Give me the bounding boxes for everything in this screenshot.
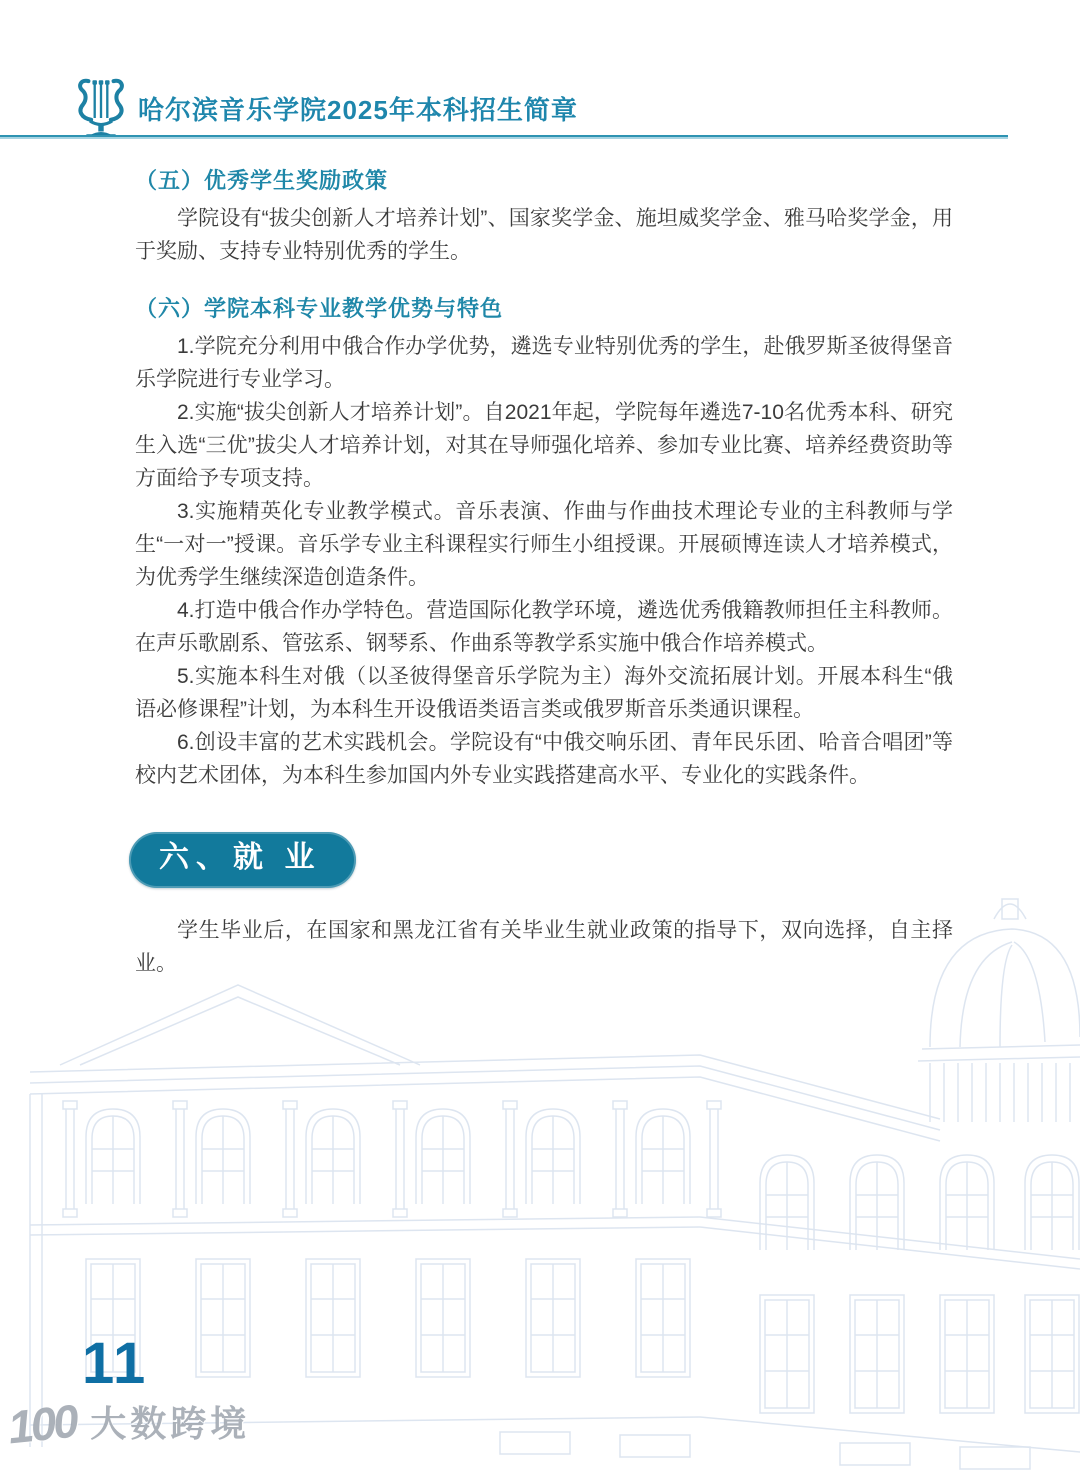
section-6-heading: （六）学院本科专业教学优势与特色: [135, 296, 504, 321]
header-divider: [0, 135, 1008, 139]
watermark-label: 大数跨境: [90, 1403, 251, 1444]
page-title: 哈尔滨音乐学院2025年本科招生简章: [138, 95, 578, 125]
section-5-body: 学院设有“拔尖创新人才培养计划”、国家奖学金、施坦威奖学金、雅马哈奖学金，用于奖励、支持专业特别优秀的学生。: [135, 207, 953, 263]
section-6-item-6: 6.创设丰富的艺术实践机会。学院设有“中俄交响乐团、青年民乐团、哈音合唱团”等校内艺术团体，为本科生参加国内外专业实践搭建高水平、专业化的实践条件。: [135, 731, 953, 787]
section-6-item-2: 2.实施“拔尖创新人才培养计划”。自2021年起，学院每年遴选7-10名优秀本科、研究生入选“三优”拔尖人才培养计划，对其在导师强化培养、参加专业比赛、培养经费资助等方面给予专项支持。: [135, 401, 953, 490]
site-watermark: [5, 1394, 251, 1454]
section-6-item-5: 5.实施本科生对俄（以圣彼得堡音乐学院为主）海外交流拓展计划。开展本科生“俄语必修课程”计划，为本科生开设俄语类语言类或俄罗斯音乐类通识课程。: [135, 665, 953, 721]
employment-section-badge: [129, 832, 356, 888]
section-6-item-1: 1.学院充分利用中俄合作办学优势，遴选专业特别优秀的学生，赴俄罗斯圣彼得堡音乐学院进行专业学习。: [135, 335, 953, 391]
employment-badge-label: 六、就 业: [159, 841, 322, 874]
lyre-logo-icon: [74, 76, 128, 142]
watermark-logo-icon: 100: [5, 1394, 79, 1454]
section-6-item-4: 4.打造中俄合作办学特色。营造国际化教学环境，遴选优秀俄籍教师担任主科教师。在声乐歌剧系、管弦系、钢琴系、作曲系等教学系实施中俄合作培养模式。: [135, 599, 953, 655]
section-5-heading: （五）优秀学生奖励政策: [135, 168, 389, 193]
content-area: [135, 166, 953, 980]
employment-body: 学生毕业后，在国家和黑龙江省有关毕业生就业政策的指导下，双向选择，自主择业。: [135, 919, 953, 975]
page-number: 11: [82, 1331, 148, 1396]
section-6-item-3: 3.实施精英化专业教学模式。音乐表演、作曲与作曲技术理论专业的主科教师与学生“一对一”授课。音乐学专业主科课程实行师生小组授课。开展硕博连读人才培养模式，为优秀学生继续深造创造条件。: [135, 500, 953, 589]
